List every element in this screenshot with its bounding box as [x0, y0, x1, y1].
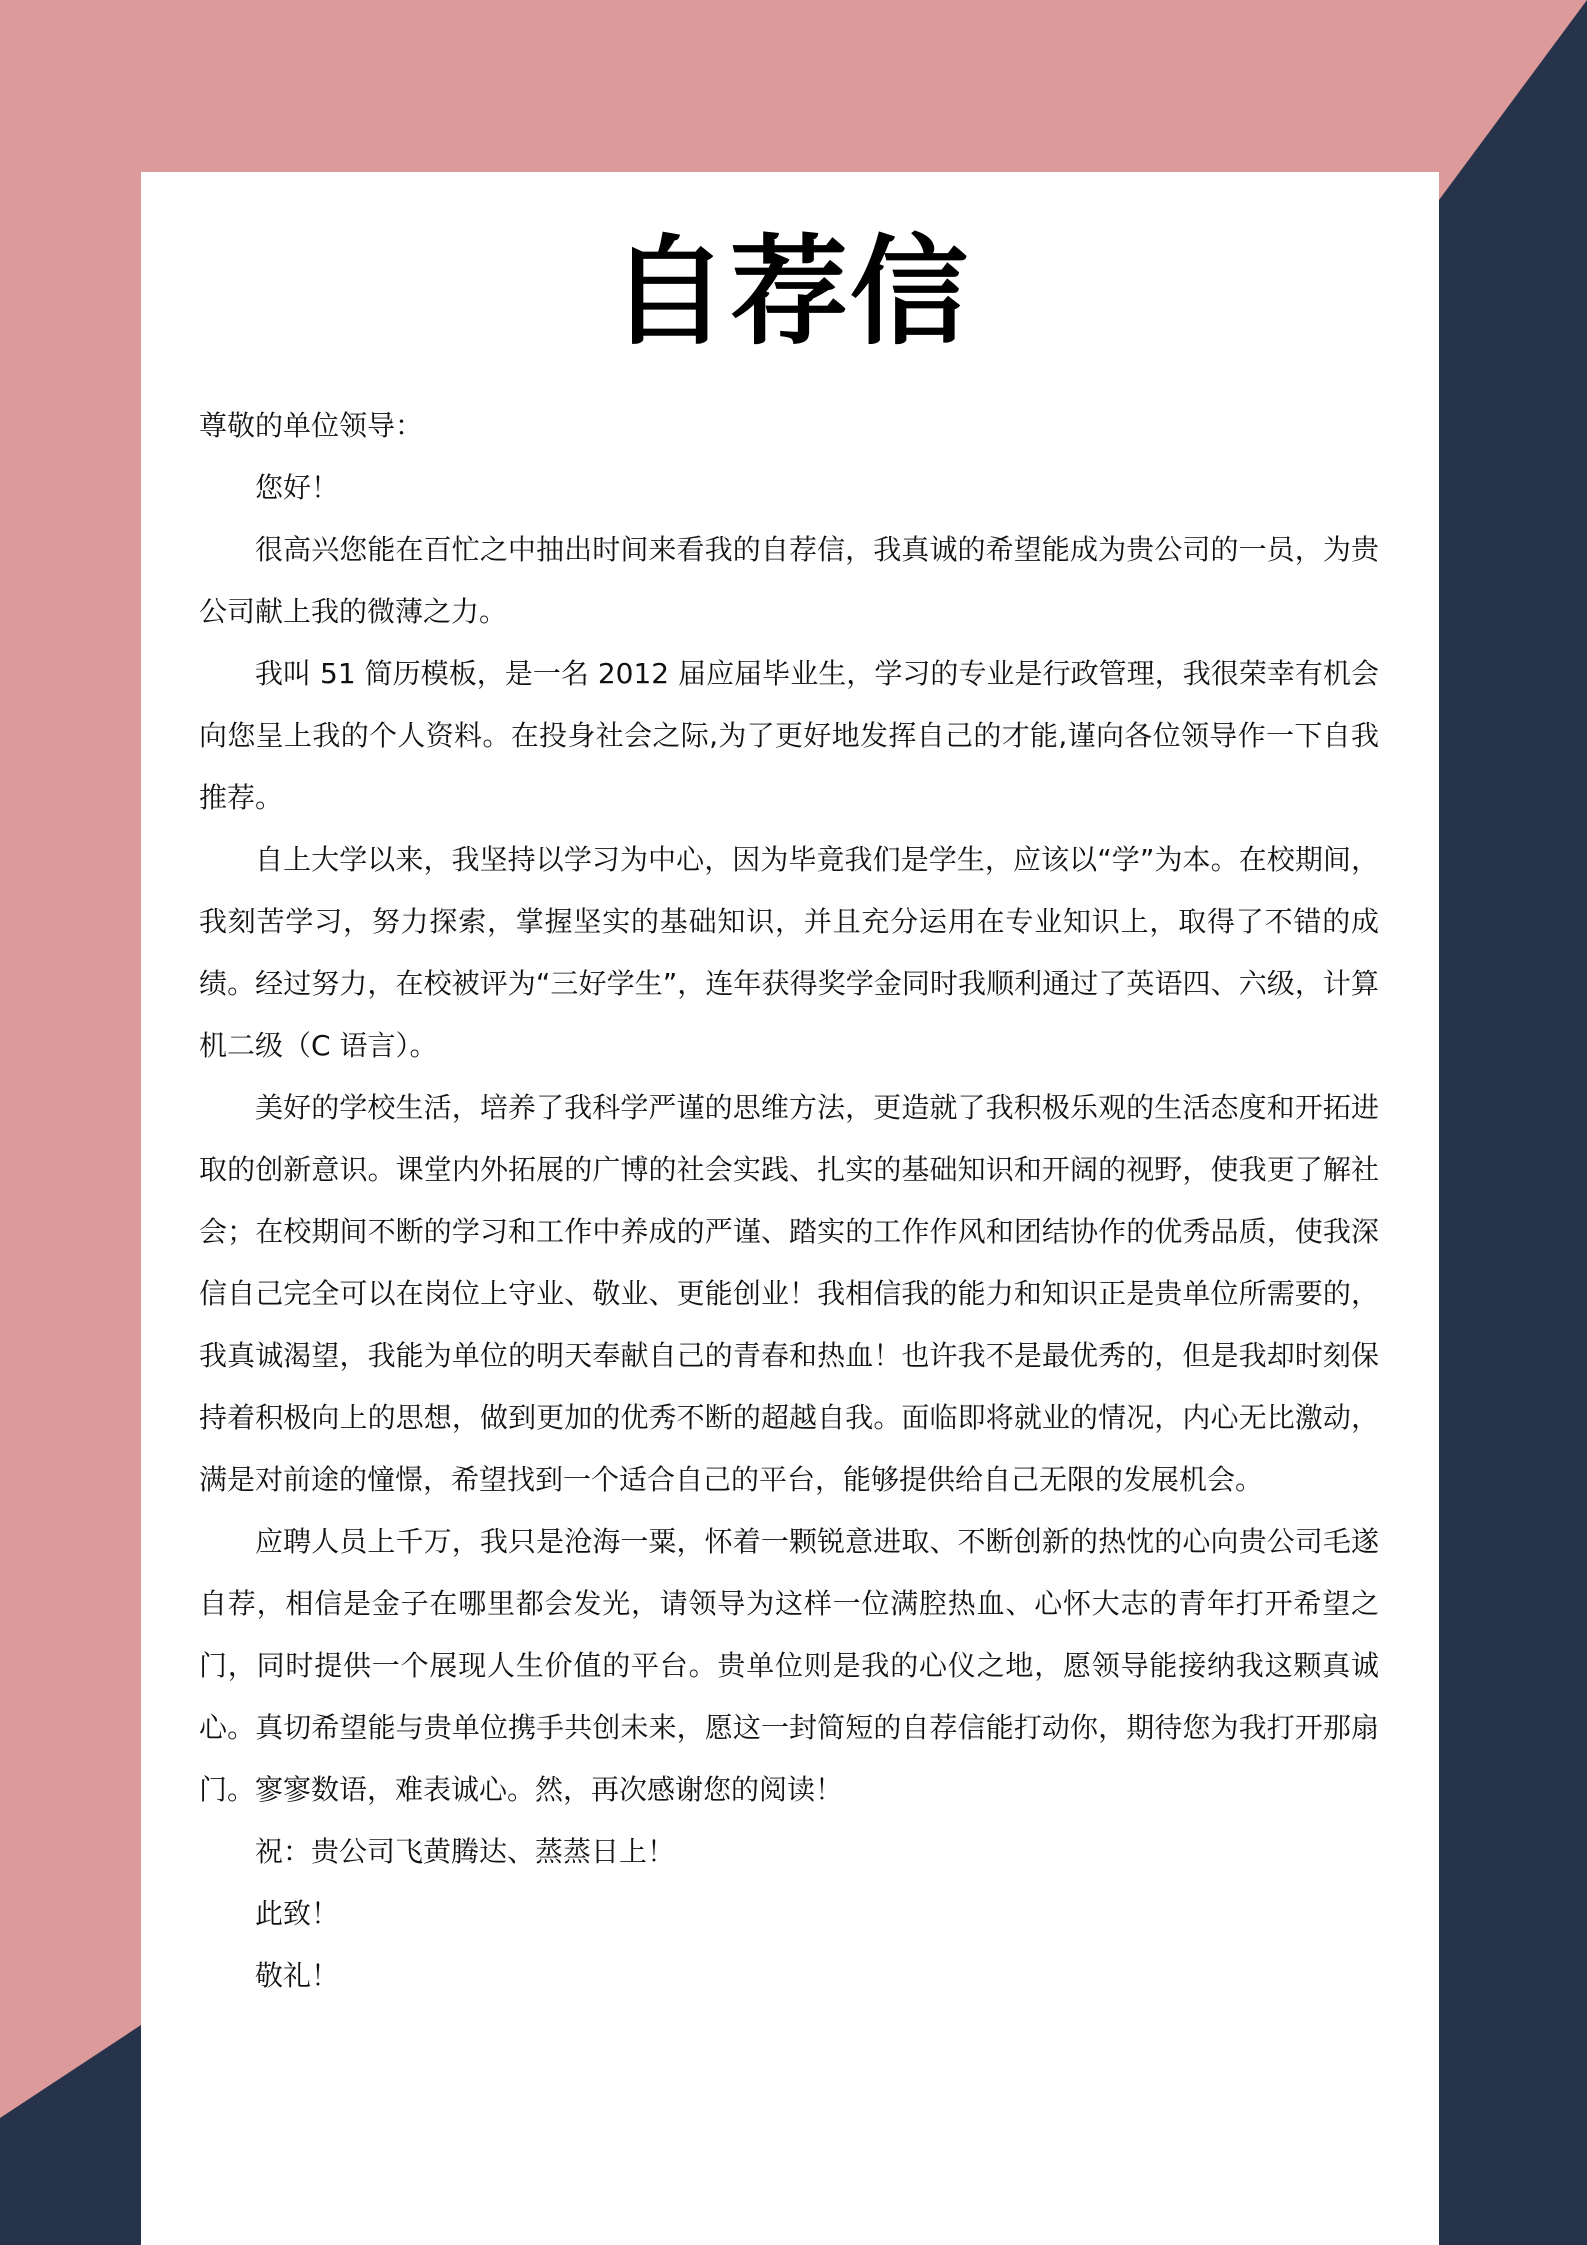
- paragraph-application: 应聘人员上千万，我只是沧海一粟，怀着一颗锐意进取、不断创新的热忱的心向贵公司毛遂自荐，相信是金子在哪里都会发光，请领导为这样一位满腔热血、心怀大志的青年打开希望之门，同时提供一个展现人生价值的平台。贵单位则是我的心仪之地，愿领导能接纳我这颗真诚心。真切希望能与贵单位携手共创未来，愿这一封简短的自荐信能打动你，期待您为我打开那扇门。寥寥数语，难表诚心。然，再次感谢您的阅读！: [199, 1525, 1379, 1806]
- paragraph-self-introduction: 我叫 51 简历模板，是一名 2012 届应届毕业生，学习的专业是行政管理，我很荣幸有机会向您呈上我的个人资料。在投身社会之际,为了更好地发挥自己的才能,谨向各位领导作一下自我推荐。: [199, 657, 1379, 814]
- background-navy-right-panel: [1439, 0, 1587, 2245]
- closing-line-2: 敬礼！: [255, 1959, 340, 1992]
- closing-line-1: 此致！: [255, 1897, 340, 1930]
- letter-paper: [141, 172, 1439, 2245]
- paragraph-character: 美好的学校生活，培养了我科学严谨的思维方法，更造就了我积极乐观的生活态度和开拓进取的创新意识。课堂内外拓展的广博的社会实践、扎实的基础知识和开阔的视野，使我更了解社会；在校期间不断的学习和工作中养成的严谨、踏实的工作作风和团结协作的优秀品质，使我深信自己完全可以在岗位上守业、敬业、更能创业！我相信我的能力和知识正是贵单位所需要的，我真诚渴望，我能为单位的明天奉献自己的青春和热血！也许我不是最优秀的，但是我却时刻保持着积极向上的思想，做到更加的优秀不断的超越自我。面临即将就业的情况，内心无比激动，满是对前途的憧憬，希望找到一个适合自己的平台，能够提供给自己无限的发展机会。: [199, 1091, 1379, 1496]
- letter-body: [199, 395, 1379, 2007]
- paragraph-intro: 很高兴您能在百忙之中抽出时间来看我的自荐信，我真诚的希望能成为贵公司的一员，为贵公司献上我的微薄之力。: [199, 533, 1379, 628]
- salutation: 尊敬的单位领导：: [199, 409, 424, 442]
- greeting: 您好！: [255, 471, 340, 504]
- letter-title: 自荐信: [609, 223, 970, 361]
- wish-line: 祝：贵公司飞黄腾达、蒸蒸日上！: [255, 1835, 676, 1868]
- paragraph-education: 自上大学以来，我坚持以学习为中心，因为毕竟我们是学生，应该以“学”为本。在校期间，我刻苦学习，努力探索，掌握坚实的基础知识，并且充分运用在专业知识上，取得了不错的成绩。经过努力，在校被评为“三好学生”，连年获得奖学金同时我顺利通过了英语四、六级，计算机二级（C 语言）。: [199, 843, 1379, 1062]
